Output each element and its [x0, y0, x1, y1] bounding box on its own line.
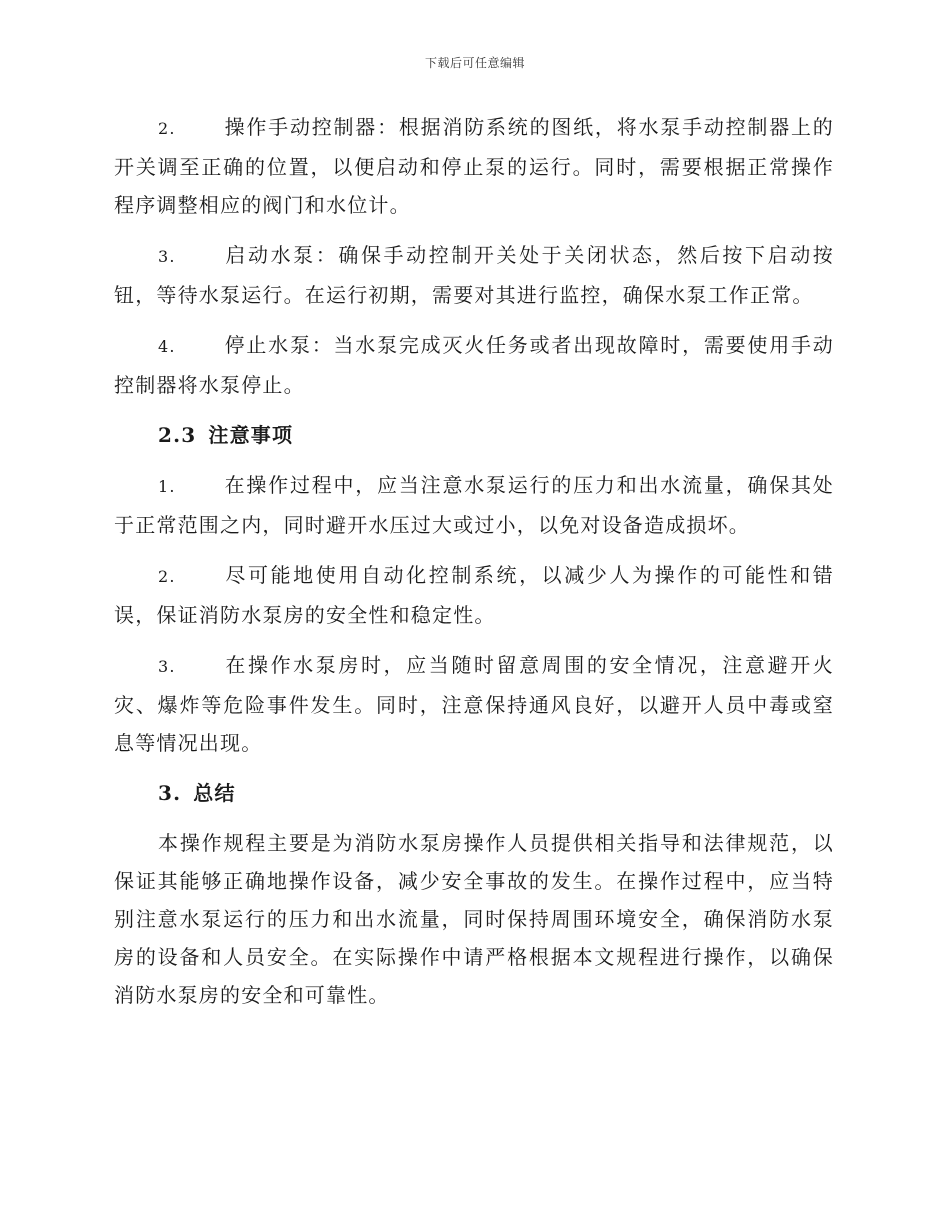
list-item-text: 停止水泵：当水泵完成灭火任务或者出现故障时，需要使用手动控制器将水泵停止。 [114, 333, 834, 397]
list-item-number: 3. [158, 657, 176, 676]
list-item-start-pump [114, 236, 834, 314]
list-item-text: 在操作过程中，应当注意水泵运行的压力和出水流量，确保其处于正常范围之内，同时避开水压过大或过小，以免对设备造成损坏。 [114, 473, 834, 537]
list-item-number: 4. [158, 337, 176, 356]
section-heading-notes [114, 416, 834, 454]
list-item-number: 2. [158, 119, 176, 138]
summary-paragraph: 本操作规程主要是为消防水泵房操作人员提供相关指导和法律规范，以保证其能够正确地操作设备，减少安全事故的发生。在操作过程中，应当特别注意水泵运行的压力和出水流量，同时保持周围环境安全，确保消防水泵房的设备和人员安全。在实际操作中请严格根据本文规程进行操作，以确保消防水泵房的安全和可靠性。 [114, 831, 834, 1007]
list-item-stop-pump [114, 326, 834, 404]
page-header: 下载后可任意编辑 [424, 56, 525, 70]
list-item-note-pressure [114, 466, 834, 544]
section-heading-title: 总结 [193, 781, 236, 805]
list-item-number: 1. [158, 477, 176, 496]
document-body [114, 108, 834, 1026]
list-item-text: 在操作水泵房时，应当随时留意周围的安全情况，注意避开火灾、爆炸等危险事件发生。同时，注意保持通风良好，以避开人员中毒或窒息等情况出现。 [114, 653, 834, 755]
section-heading-title: 注意事项 [208, 423, 294, 447]
section-heading-summary [114, 774, 834, 812]
list-item-number: 2. [158, 567, 176, 586]
list-item-text: 启动水泵：确保手动控制开关处于关闭状态，然后按下启动按钮，等待水泵运行。在运行初期，需要对其进行监控，确保水泵工作正常。 [114, 243, 834, 307]
list-item-operate-controller [114, 108, 834, 224]
list-item-text: 操作手动控制器：根据消防系统的图纸，将水泵手动控制器上的开关调至正确的位置，以便启动和停止泵的运行。同时，需要根据正常操作程序调整相应的阀门和水位计。 [114, 115, 834, 217]
list-item-text: 尽可能地使用自动化控制系统，以减少人为操作的可能性和错误，保证消防水泵房的安全性和稳定性。 [114, 563, 834, 627]
list-item-note-automation [114, 556, 834, 634]
section-heading-number: 3. [158, 781, 182, 805]
list-item-note-safety [114, 646, 834, 762]
section-heading-number: 2.3 [158, 423, 197, 447]
list-item-number: 3. [158, 247, 176, 266]
